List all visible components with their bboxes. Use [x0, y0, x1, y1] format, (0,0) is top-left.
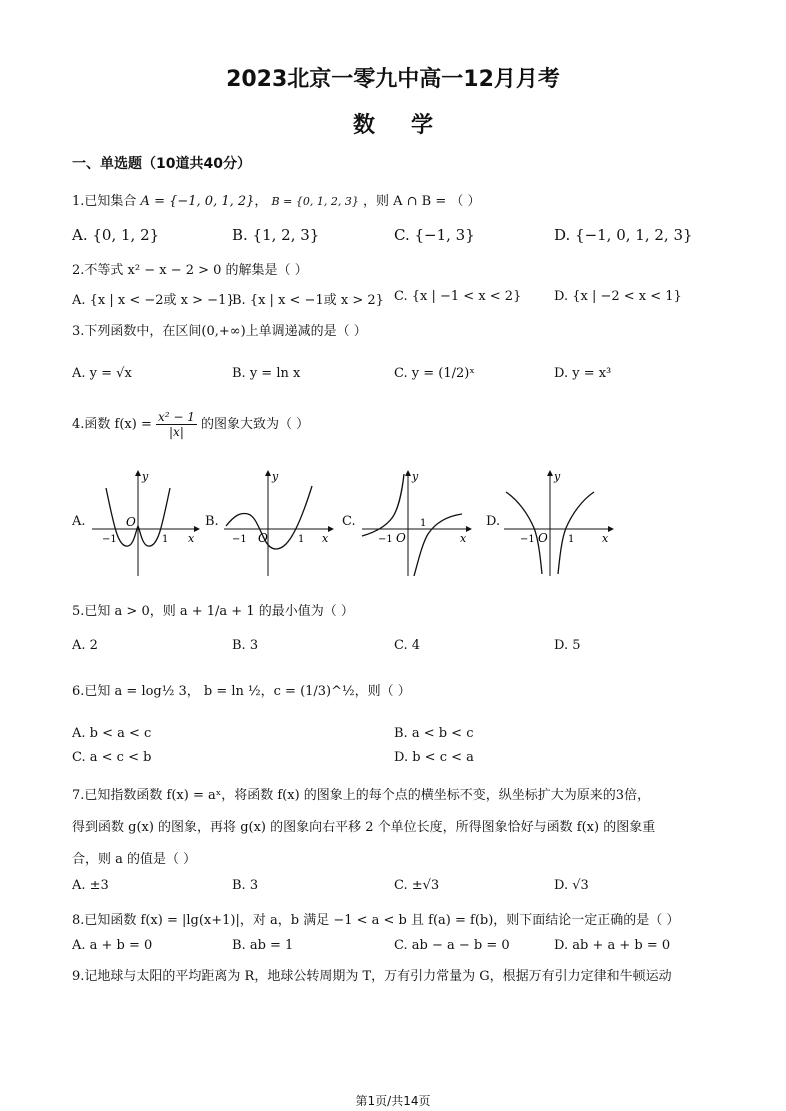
q6-option-a: A. b < a < c	[72, 726, 152, 741]
q4a-x-label: x	[188, 532, 195, 545]
q3-option-d: D. y = x³	[554, 366, 612, 381]
q4c-minus-one-label: −1	[378, 534, 393, 545]
section-heading: 一、单选题（10道共40分）	[72, 156, 251, 172]
q7-option-b: B. 3	[232, 878, 259, 893]
q8-option-b: B. ab = 1	[232, 938, 294, 953]
question-7-line-1: 7.已知指数函数 f(x) = aˣ，将函数 f(x) 的图象上的每个点的横坐标不变，纵坐标扩大为原来的3倍，	[72, 788, 651, 803]
q7-option-d: D. √3	[554, 878, 589, 893]
q4d-minus-one-label: −1	[520, 534, 535, 545]
question-3: 3.下列函数中，在区间(0,+∞)上单调递减的是（ ）	[72, 324, 367, 339]
q4a-minus-one-label: −1	[102, 534, 117, 545]
q3-option-b: B. y = ln x	[232, 366, 301, 381]
q4b-one-label: 1	[298, 534, 305, 545]
q1-option-c: C. {−1, 3}	[394, 226, 475, 244]
q2-option-c: C. {x | −1 < x < 2}	[394, 289, 522, 304]
q4a-origin-label: O	[126, 515, 136, 529]
q7-option-c: C. ±√3	[394, 878, 440, 893]
q5-option-d: D. 5	[554, 638, 581, 653]
q4b-origin-label: O	[258, 531, 268, 545]
q4d-x-label: x	[602, 532, 609, 545]
q2-option-d: D. {x | −2 < x < 1}	[554, 289, 682, 304]
question-8: 8.已知函数 f(x) = |lg(x+1)|，对 a，b 满足 −1 < a < b 且 f(a) = f(b)，则下面结论一定正确的是（ ）	[72, 913, 680, 928]
question-1: 1.已知集合 A = {−1, 0, 1, 2}， B = {0, 1, 2, 3} ，则 A ∩ B = （ ）	[72, 194, 481, 209]
q4a-y-label: y	[142, 470, 149, 483]
q1-option-d: D. {−1, 0, 1, 2, 3}	[554, 226, 693, 244]
q3-option-c: C. y = (1/2)ˣ	[394, 366, 475, 381]
q1-option-b: B. {1, 2, 3}	[232, 226, 320, 244]
q5-option-c: C. 4	[394, 638, 421, 653]
q7-option-a: A. ±3	[72, 878, 109, 893]
q4d-one-label: 1	[568, 534, 575, 545]
q5-option-b: B. 3	[232, 638, 259, 653]
q4-option-b: B.	[205, 514, 219, 529]
q4-graph-a	[88, 466, 200, 581]
q8-option-d: D. ab + a + b = 0	[554, 938, 671, 953]
q4c-y-label: y	[412, 470, 419, 483]
q4b-y-label: y	[272, 470, 279, 483]
q4c-x-label: x	[460, 532, 467, 545]
q5-option-a: A. 2	[72, 638, 98, 653]
q8-option-a: A. a + b = 0	[72, 938, 153, 953]
q2-option-a: A. {x | x < −2或 x > −1}	[72, 293, 235, 308]
question-6: 6.已知 a = log½ 3， b = ln ½，c = (1/3)^½，则（ ）	[72, 684, 411, 699]
q1-set-b: B = {0, 1, 2, 3}	[271, 195, 359, 208]
q4a-one-label: 1	[162, 534, 169, 545]
q4-denominator: |x|	[169, 425, 184, 439]
q4-text-pre: 4.函数 f(x) =	[72, 417, 152, 432]
question-2: 2.不等式 x² − x − 2 > 0 的解集是（ ）	[72, 263, 308, 278]
subject-title: 数学	[352, 113, 469, 138]
q4-option-d: D.	[486, 514, 501, 529]
q1-tail: ，则 A ∩ B = （ ）	[362, 194, 481, 209]
q4-fraction	[156, 410, 197, 439]
q4-graph-c	[358, 466, 473, 581]
question-7-line-3: 合，则 a 的值是（ ）	[72, 852, 197, 867]
q6-option-d: D. b < c < a	[394, 750, 474, 765]
q4b-minus-one-label: −1	[232, 534, 247, 545]
q6-option-b: B. a < b < c	[394, 726, 474, 741]
q1-set-a: A = {−1, 0, 1, 2}	[140, 194, 255, 209]
question-4	[72, 410, 309, 439]
q4-option-c: C.	[342, 514, 356, 529]
q6-option-c: C. a < c < b	[72, 750, 152, 765]
page-footer: 第1页/共14页	[355, 1094, 431, 1108]
q1-text: 1.已知集合	[72, 194, 137, 209]
question-5: 5.已知 a > 0，则 a + 1/a + 1 的最小值为（ ）	[72, 604, 354, 619]
q8-option-c: C. ab − a − b = 0	[394, 938, 510, 953]
q2-option-b: B. {x | x < −1或 x > 2}	[232, 293, 384, 308]
q4c-one-label: 1	[420, 518, 427, 529]
q4-graph-d	[500, 466, 615, 581]
q4-text-post: 的图象大致为（ ）	[201, 417, 310, 432]
q1-option-a: A. {0, 1, 2}	[72, 226, 160, 244]
exam-title: 2023北京一零九中高一12月月考	[226, 67, 560, 92]
q4b-x-label: x	[322, 532, 329, 545]
q4c-origin-label: O	[396, 531, 406, 545]
q3-option-a: A. y = √x	[72, 366, 132, 381]
q4-option-a: A.	[72, 514, 86, 529]
q4-numerator: x² − 1	[158, 410, 195, 424]
question-9: 9.记地球与太阳的平均距离为 R，地球公转周期为 T，万有引力常量为 G，根据万有引力定律和牛顿运动	[72, 969, 672, 984]
question-7-line-2: 得到函数 g(x) 的图象，再将 g(x) 的图象向右平移 2 个单位长度，所得图象恰好与函数 f(x) 的图象重	[72, 820, 656, 835]
q4d-y-label: y	[554, 470, 561, 483]
q4-graph-b	[220, 466, 335, 581]
q4d-origin-label: O	[538, 531, 548, 545]
